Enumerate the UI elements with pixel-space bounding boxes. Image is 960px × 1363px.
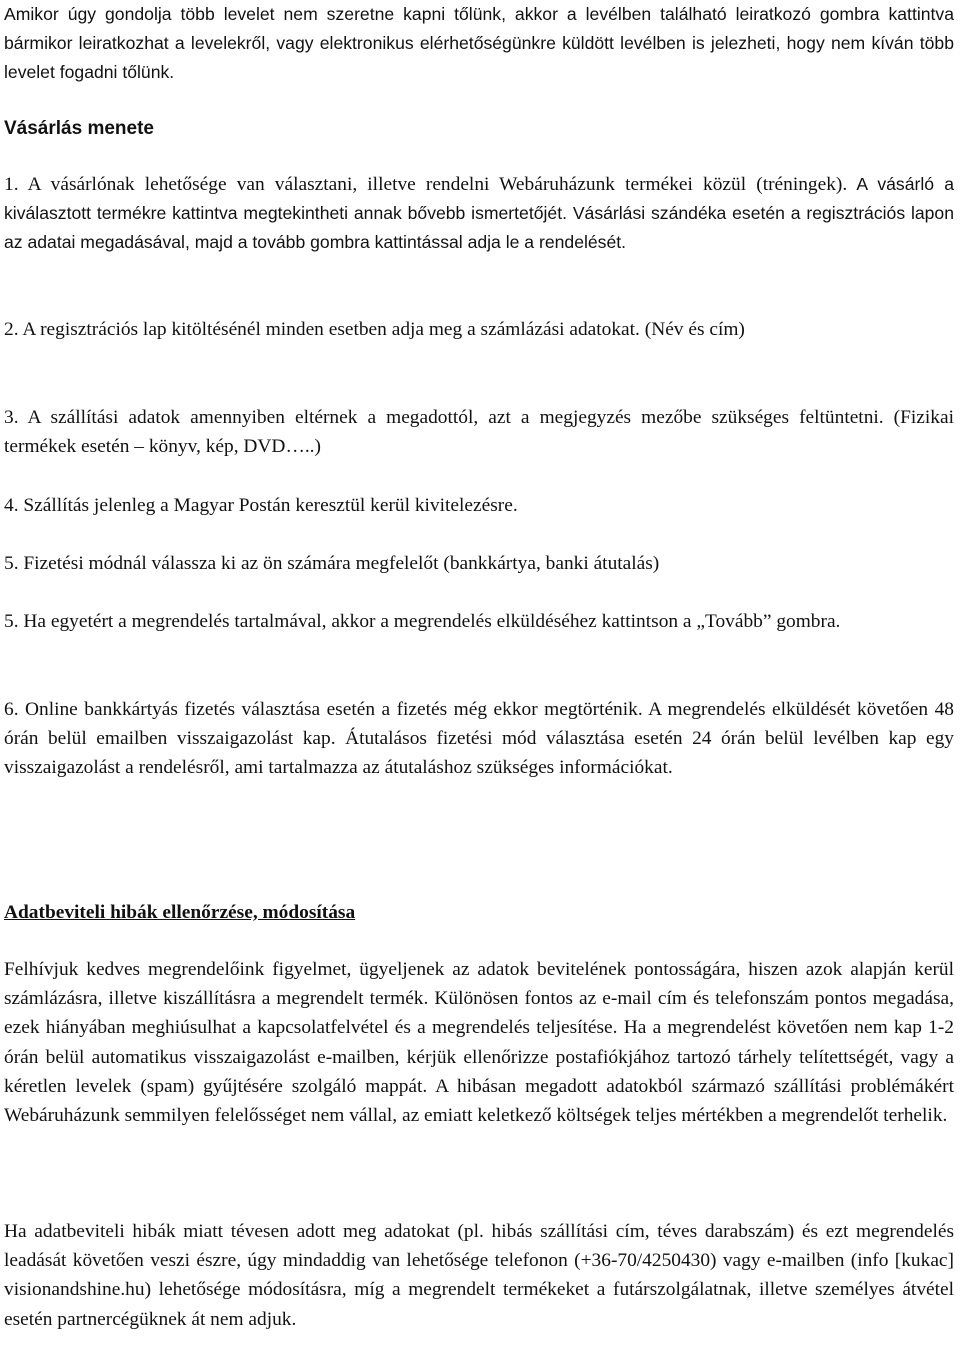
purchase-step-1 [4, 170, 954, 258]
errors-paragraph-1: Felhívjuk kedves megrendelőink figyelmet, ügyeljenek az adatok bevitelének pontosságára, hiszen azok alapján kerül számlázásra, illetve kiszállításra a megrendelt termék. Különösen fontos az e-mail cím és telefonszám pontos megadása, ezek hiányában meghiúsulhat a kapcsolatfelvétel és a megrendelés teljesítése. Ha a megrendelést követően nem kap 1-2 órán belül automatikus visszaigazolást e-mailben, kérjük ellenőrizze postafiókjához tartozó tárhely telítettségét, vagy a kéretlen levelek (spam) gyűjtésére szolgáló mappát. A hibásan megadott adatokból származó szállítási problémákért Webáruházunk semmilyen felelősséget nem vállal, az emiatt keletkező költségek teljes mértékben a megrendelőt terhelik. [4, 959, 954, 1127]
purchase-step-5a: 5. Fizetési módnál válassza ki az ön számára megfelelőt (bankkártya, banki átutalás) [4, 553, 660, 574]
purchase-step-4: 4. Szállítás jelenleg a Magyar Postán keresztül kerül kivitelezésre. [4, 495, 518, 516]
purchase-title: Vásárlás menete [4, 118, 154, 139]
step-1-text-b: A vásárló a kiválasztott termékre kattintva megtekintheti annak bővebb ismertetőjét. [4, 174, 954, 224]
step-1-text-a: 1. A vásárlónak lehetősége van választani, illetve rendelni Webáruházunk termékei közül (tréningek). [4, 174, 848, 195]
errors-title: Adatbeviteli hibák ellenőrzése, módosítása [4, 902, 356, 923]
step-1-text-c: Vásárlási szándéka esetén a regisztrációs lapon az adatai megadásával, majd a tovább gombra kattintással adja le a rendelését. [4, 203, 954, 253]
purchase-step-6: 6. Online bankkártyás fizetés választása esetén a fizetés még ekkor megtörténik. A megrendelés elküldését követően 48 órán belül emailben visszaigazolást kap. Átutalásos fizetési mód választása esetén 24 órán belül levélben kap egy visszaigazolást a rendelésről, ami tartalmazza az átutaláshoz szükséges információkat. [4, 699, 954, 779]
intro-paragraph: Amikor úgy gondolja több levelet nem szeretne kapni tőlünk, akkor a levélben található leiratkozó gombra kattintva bármikor leiratkozhat a levelekről, vagy elektronikus elérhetőségünkre küldött levélben is jelezheti, hogy nem kíván több levelet fogadni tőlünk. [4, 4, 954, 83]
purchase-step-5b: 5. Ha egyetért a megrendelés tartalmával, akkor a megrendelés elküldéséhez kattintson a „Tovább” gombra. [4, 611, 841, 632]
purchase-step-3: 3. A szállítási adatok amennyiben eltérnek a megadottól, azt a megjegyzés mezőbe szükséges feltüntetni. (Fizikai termékek esetén – könyv, kép, DVD…..) [4, 407, 954, 458]
purchase-step-2: 2. A regisztrációs lap kitöltésénél minden esetben adja meg a számlázási adatokat. (Név és cím) [4, 319, 745, 340]
errors-paragraph-2: Ha adatbeviteli hibák miatt tévesen adott meg adatokat (pl. hibás szállítási cím, téves darabszám) és ezt megrendelés leadását követően veszi észre, úgy mindaddig van lehetősége telefonon (+36-70/4250430) vagy e-mailben (info [kukac] visionandshine.hu) lehetősége módosításra, míg a megrendelt termékeket a futárszolgálatnak, illetve személyes átvétel esetén partnercégüknek át nem adjuk. [4, 1221, 954, 1330]
